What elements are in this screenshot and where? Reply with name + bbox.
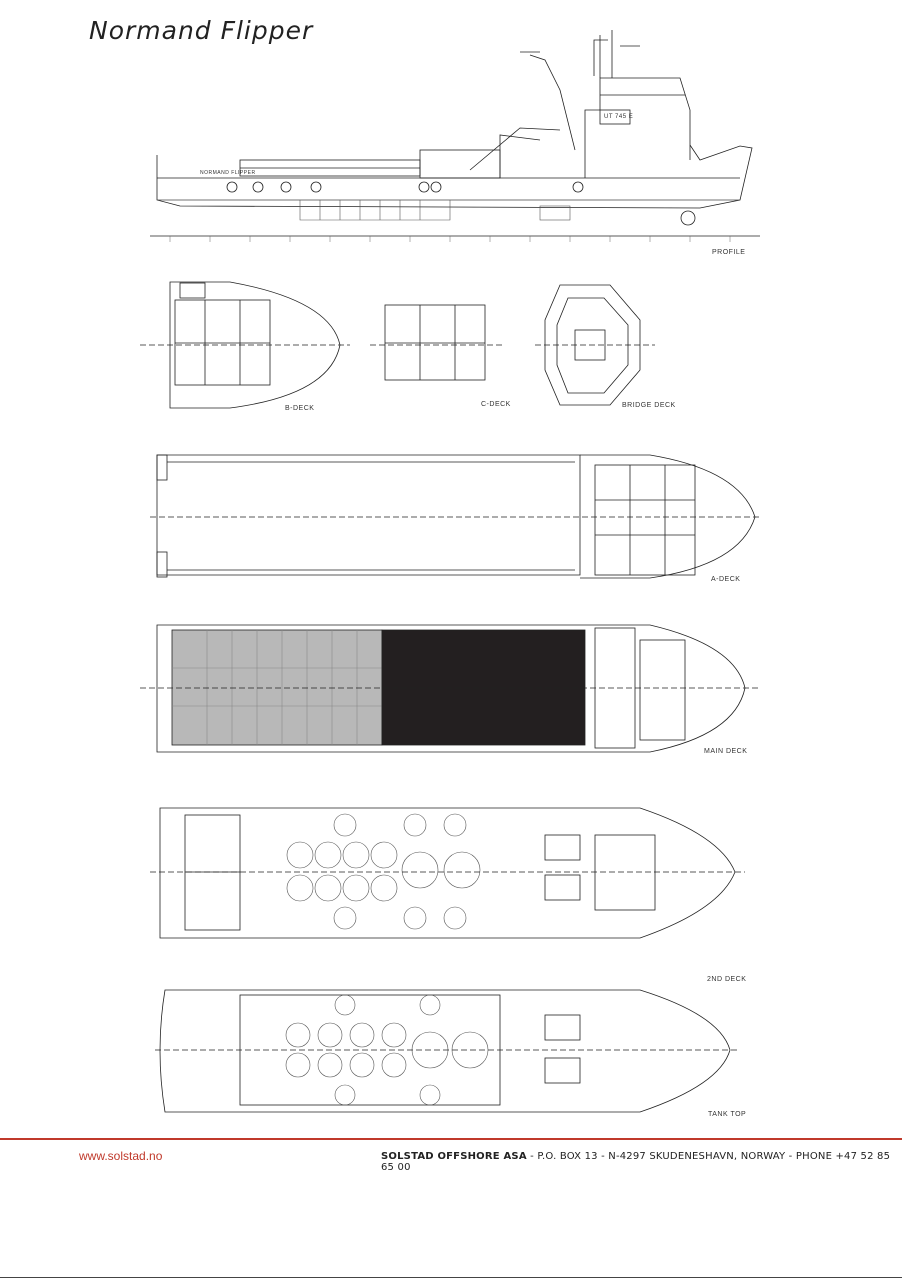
document-title: Normand Flipper <box>89 16 314 45</box>
vessel-marking: UT 745 E <box>604 114 634 120</box>
address-text: - P.O. BOX 13 - N-4297 SKUDENESHAVN, NORWAY - PHONE +47 52 85 65 00 <box>381 1151 891 1173</box>
tank-top-drawing <box>155 990 740 1112</box>
tank-top-label: TANK TOP <box>708 1111 747 1118</box>
profile-drawing <box>150 30 760 242</box>
main-deck-drawing <box>140 625 760 752</box>
b-deck-label: B-DECK <box>285 405 315 412</box>
c-deck-label: C-DECK <box>481 401 511 408</box>
bridge-deck-label: BRIDGE DECK <box>622 402 676 409</box>
profile-label: PROFILE <box>712 249 746 256</box>
c-deck-drawing <box>370 305 505 380</box>
company-address <box>381 1151 902 1173</box>
second-deck-label: 2ND DECK <box>707 976 747 983</box>
website-link[interactable]: www.solstad.no <box>79 1149 163 1163</box>
hull-name-marking: NORMAND FLIPPER <box>200 170 256 176</box>
company-name: SOLSTAD OFFSHORE ASA <box>381 1151 527 1162</box>
a-deck-label: A-DECK <box>711 576 741 583</box>
bottom-divider <box>0 1277 902 1278</box>
footer-divider <box>0 1138 902 1140</box>
b-deck-drawing <box>140 282 350 408</box>
main-deck-label: MAIN DECK <box>704 748 748 755</box>
a-deck-drawing <box>150 455 760 578</box>
bridge-deck-drawing <box>535 285 655 405</box>
second-deck-drawing <box>150 808 745 938</box>
